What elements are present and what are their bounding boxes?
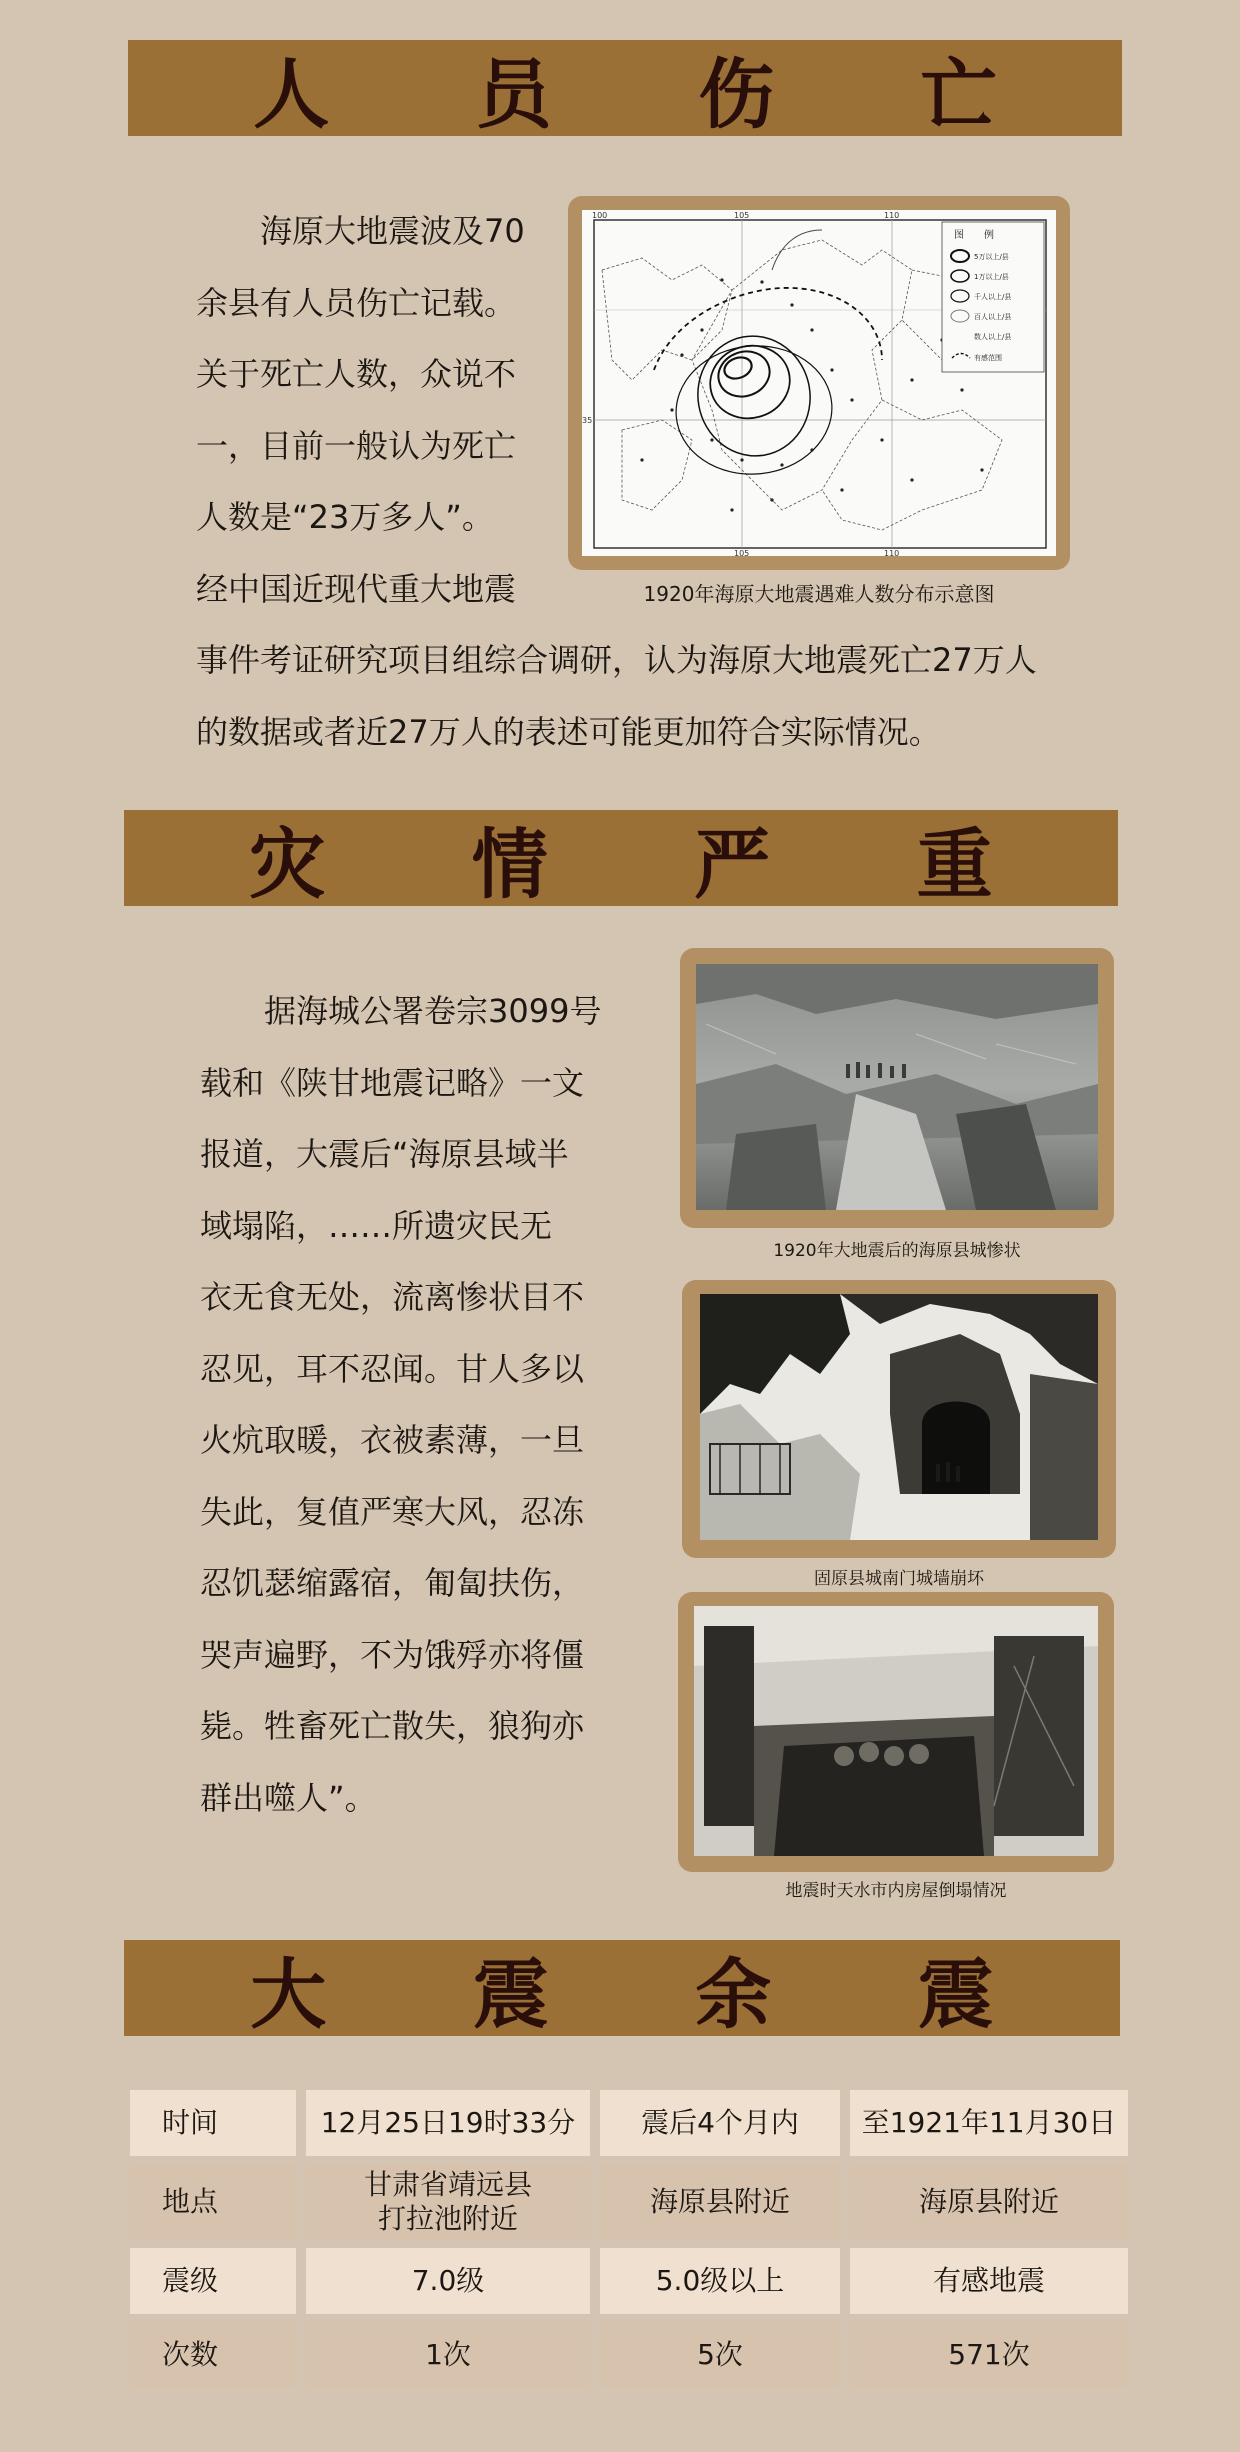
legend-item: 数人以上/县 (974, 333, 1012, 341)
table-cell: 12月25日19时33分 (306, 2090, 590, 2156)
section-title: 大 震 余 震 (250, 1949, 1054, 2039)
section-banner-casualties (128, 40, 1122, 139)
legend-item: 有感范围 (974, 354, 1002, 362)
paragraph-line: 的数据或者近27万人的表述可能更加符合实际情况。 (196, 712, 941, 751)
photo-caption: 1920年大地震后的海原县城惨状 (773, 1241, 1021, 1261)
paragraph-line: 据海城公署卷宗3099号 (200, 992, 602, 1030)
table-cell: 至1921年11月30日 (850, 2090, 1128, 2156)
table-row-label: 震级 (130, 2248, 296, 2314)
table-cell: 海原县附近 (600, 2164, 840, 2240)
map-frame (568, 196, 1070, 570)
table-cell: 7.0级 (306, 2248, 590, 2314)
photo-ruined-city (696, 964, 1098, 1210)
photo-frame (682, 1280, 1116, 1558)
paragraph-line: 衣无食无处，流离惨状目不 (200, 1278, 585, 1316)
section-banner-disaster (124, 810, 1118, 909)
photo-caption: 固原县城南门城墙崩坏 (814, 1569, 984, 1589)
paragraph-line: 失此，复值严寒大风，忍冻 (200, 1492, 585, 1531)
paragraph-line: 忍见，耳不忍闻。甘人多以 (200, 1349, 585, 1388)
legend-item: 5万以上/县 (974, 253, 1009, 261)
table-cell: 571次 (850, 2322, 1128, 2388)
section-title: 灾 情 严 重 (249, 819, 1053, 909)
paragraph-line: 哭声遍野，不为饿殍亦将僵 (200, 1635, 585, 1674)
paragraph-line: 域塌陷，……所遗灾民无 (200, 1206, 553, 1245)
photo-collapsed-houses (694, 1606, 1098, 1856)
photo-frame (680, 948, 1114, 1228)
lon-tick: 100 (592, 211, 608, 220)
photo-caption: 地震时天水市内房屋倒塌情况 (785, 1881, 1007, 1901)
paragraph-line: 火炕取暖，衣被素薄，一旦 (200, 1421, 585, 1459)
paragraph-line: 海原大地震波及70 (196, 212, 525, 250)
paragraph-line: 经中国近现代重大地震 (196, 569, 517, 608)
table-cell: 甘肃省靖远县 打拉池附近 (306, 2164, 590, 2240)
photo-city-gate (700, 1294, 1098, 1540)
map-legend-title: 图 例 (954, 230, 994, 241)
lon-tick: 105 (734, 549, 750, 556)
lon-tick: 105 (734, 211, 750, 220)
paragraph-line: 关于死亡人数，众说不 (196, 355, 517, 393)
table-cell: 5.0级以上 (600, 2248, 840, 2314)
paragraph-line: 一，目前一般认为死亡 (196, 426, 517, 465)
section-banner-aftershocks (124, 1940, 1120, 2039)
table-cell: 震后4个月内 (600, 2090, 840, 2156)
legend-item: 千人以上/县 (974, 293, 1012, 301)
table-row-label: 时间 (130, 2090, 296, 2156)
photo-frame (678, 1592, 1114, 1872)
legend-item: 百人以上/县 (974, 313, 1012, 321)
paragraph-line: 群出噬人”。 (200, 1778, 377, 1817)
paragraph-line: 载和《陕甘地震记略》一文 (200, 1063, 585, 1102)
table-cell: 1次 (306, 2322, 590, 2388)
table-row-label: 次数 (130, 2322, 296, 2388)
table-cell: 5次 (600, 2322, 840, 2388)
lat-tick: 35 (582, 416, 593, 425)
map-graphic (582, 210, 1056, 556)
paragraph-line: 忍饥瑟缩露宿，匍匐扶伤， (200, 1564, 585, 1602)
lon-tick: 110 (884, 549, 900, 556)
paragraph-line: 毙。牲畜死亡散失，狼狗亦 (200, 1707, 585, 1745)
table-cell: 海原县附近 (850, 2164, 1128, 2240)
lon-tick: 110 (884, 211, 900, 220)
disaster-paragraph (200, 976, 620, 1834)
paragraph-line: 报道，大震后“海原县域半 (200, 1135, 569, 1173)
paragraph-line: 余县有人员伤亡记载。 (196, 283, 517, 322)
distribution-map (582, 210, 1056, 556)
section-title: 人 员 伤 亡 (253, 49, 1057, 139)
map-caption: 1920年海原大地震遇难人数分布示意图 (643, 582, 995, 606)
paragraph-line: 人数是“23万多人”。 (196, 498, 494, 536)
legend-item: 1万以上/县 (974, 273, 1009, 281)
table-cell: 有感地震 (850, 2248, 1128, 2314)
table-row-label: 地点 (130, 2164, 296, 2240)
paragraph-line: 事件考证研究项目组综合调研，认为海原大地震死亡27万人 (196, 641, 1037, 679)
